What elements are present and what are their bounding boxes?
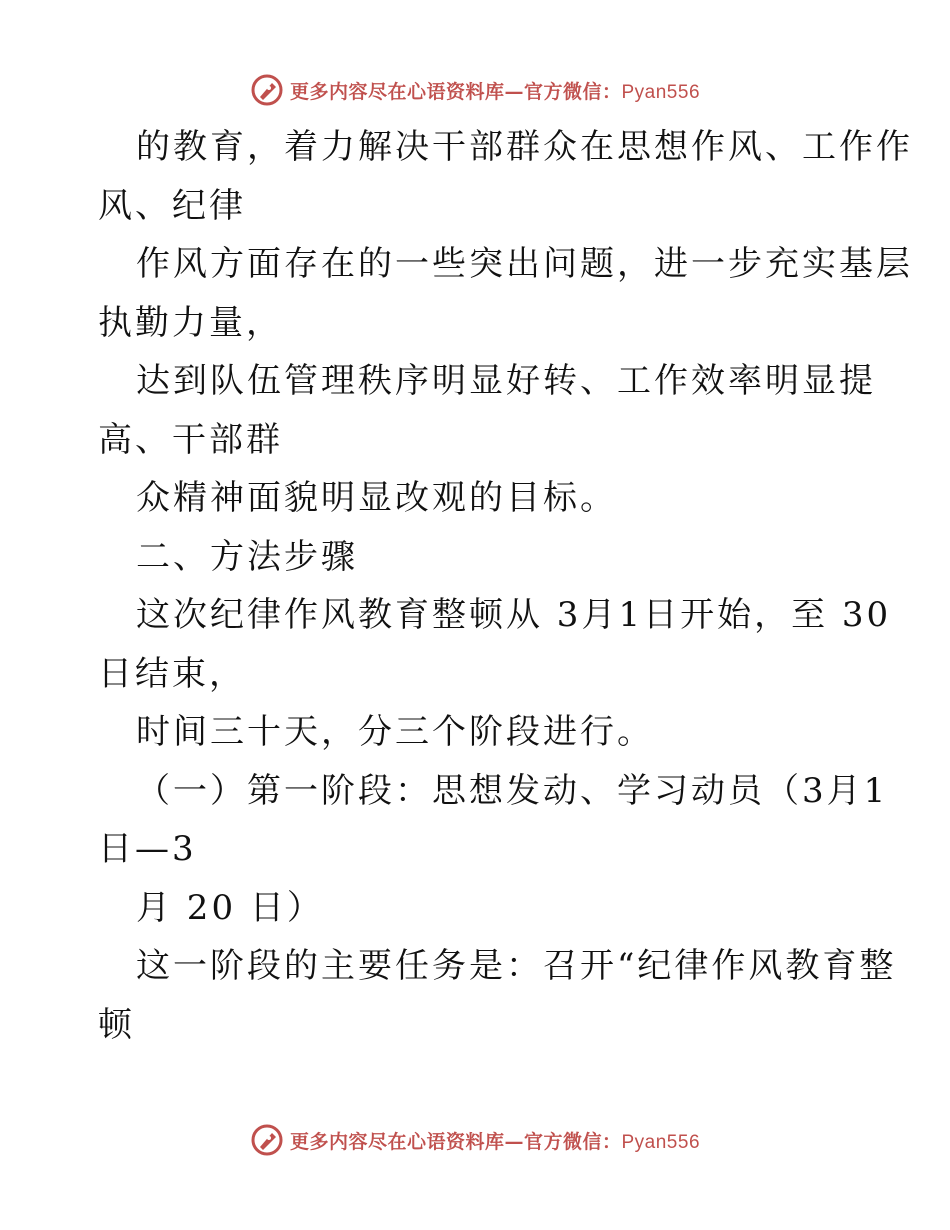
paragraph-line: 作风方面存在的一些突出问题，进一步充实基层 xyxy=(136,244,913,284)
watermark-text: 更多内容尽在心语资料库—官方微信：Pyan556 xyxy=(289,1130,701,1153)
paragraph-line: 日结束， xyxy=(98,653,246,694)
pen-nib-circle-icon xyxy=(250,73,284,107)
paragraph-line: 达到队伍管理秩序明显好转、工作效率明显提 xyxy=(136,361,876,401)
paragraph-line: 众精神面貌明显改观的目标。 xyxy=(136,478,617,518)
paragraph-line: 的教育，着力解决干部群众在思想作风、工作作 xyxy=(136,127,913,167)
paragraph-line: 日—3 xyxy=(98,829,197,869)
paragraph-line: 月 20 日） xyxy=(136,887,324,928)
paragraph-line: 二、方法步骤 xyxy=(136,536,358,577)
paragraph-line: 这次纪律作风教育整顿从 3月1日开始，至 30 xyxy=(136,595,892,635)
paragraph-line: 这一阶段的主要任务是：召开“纪律作风教育整 xyxy=(136,946,897,986)
watermark-header xyxy=(0,70,950,110)
paragraph-line: 高、干部群 xyxy=(98,419,283,460)
paragraph-line: 时间三十天，分三个阶段进行。 xyxy=(136,712,654,752)
watermark-wechat-id: Pyan556 xyxy=(621,1131,701,1153)
paragraph-line: （一）第一阶段：思想发动、学习动员（3月1 xyxy=(136,770,889,811)
paragraph-line: 风、纪律 xyxy=(98,185,246,226)
paragraph-line: 顿 xyxy=(98,1004,135,1045)
watermark-footer xyxy=(0,1120,950,1160)
paragraph-line: 执勤力量， xyxy=(98,302,283,343)
pen-nib-circle-icon xyxy=(250,1123,284,1157)
document-body xyxy=(98,118,913,1054)
watermark-wechat-id: Pyan556 xyxy=(621,81,701,103)
watermark-text: 更多内容尽在心语资料库—官方微信：Pyan556 xyxy=(289,80,701,103)
